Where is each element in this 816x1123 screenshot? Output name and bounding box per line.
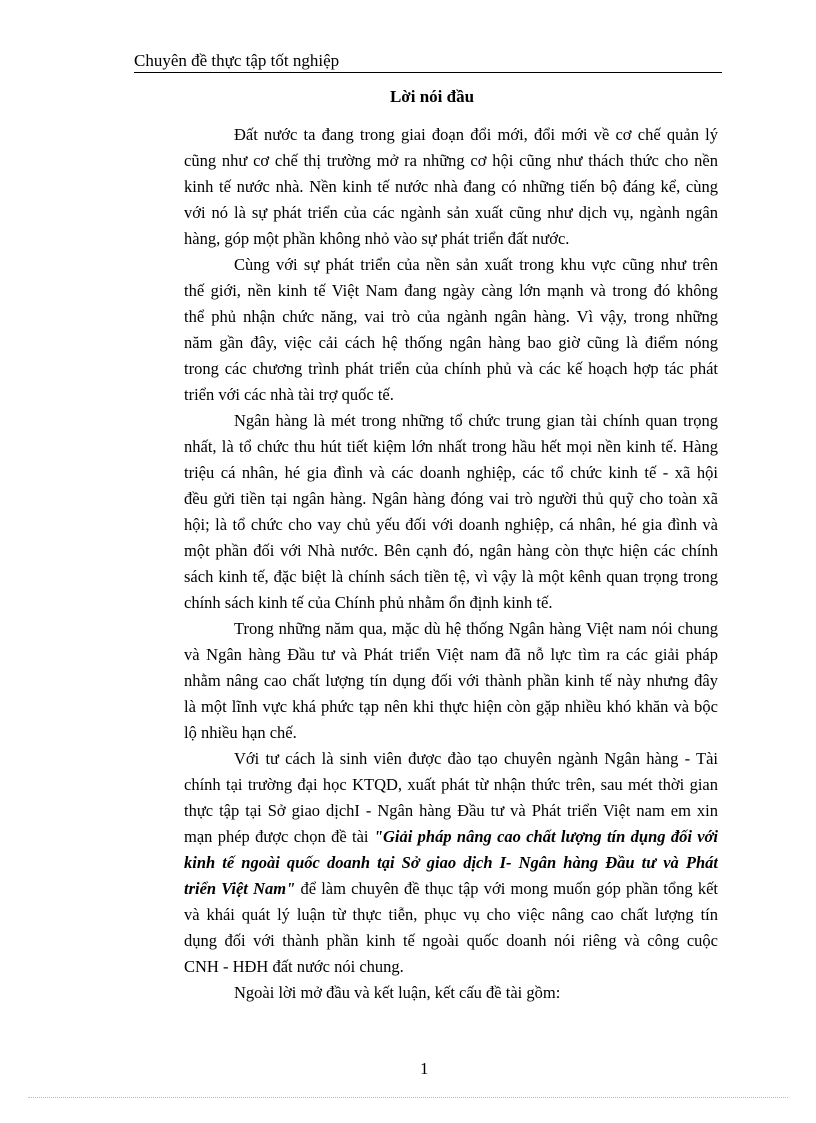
page-title: Lời nói đầu	[389, 87, 475, 106]
text-line: Với tư cách là sinh viên được đào tạo chuyên ngành Ngân hàng - Tài	[234, 749, 718, 768]
document-body	[134, 122, 718, 1006]
text-line: thế giới, nền kinh tế Việt Nam đang ngày càng lớn mạnh và trong đó không	[184, 281, 718, 300]
text-line: Ngân hàng là mét trong những tổ chức trung gian tài chính quan trọng	[234, 411, 718, 430]
paragraph-2	[134, 252, 718, 408]
text-line: thể phủ nhận chức năng, vai trò của ngành ngân hàng. Vì vậy, trong những	[184, 307, 718, 326]
text-line: CNH - HĐH đất nước nói chung.	[184, 957, 404, 976]
text-line: chính tại trường đại học KTQD, xuất phát từ nhận thức trên, sau mét thời gian	[184, 775, 718, 794]
text-line: triệu cá nhân, hé gia đình và các doanh nghiệp, các tổ chức kinh tế - xã hội	[184, 463, 718, 482]
thesis-topic-title: "Giải pháp nâng cao chất lượng tín dụng đối với	[373, 827, 718, 846]
text-line: Ngoài lời mở đầu và kết luận, kết cấu đề tài gồm:	[234, 983, 561, 1002]
paragraph-4	[134, 616, 718, 746]
text-line: năm gần đây, việc cải cách hệ thống ngân hàng bao giờ cũng là điểm nóng	[184, 333, 718, 352]
page-bottom-divider	[28, 1097, 788, 1098]
text-line: kinh tế nước nhà. Nền kinh tế nước nhà đang có những tiến bộ đáng kể, cùng	[184, 177, 718, 196]
text-line: hàng, góp một phần không nhỏ vào sự phát triển đất nước.	[184, 229, 570, 248]
text-line: lộ nhiều hạn chế.	[184, 723, 297, 742]
text-run: mạn phép được chọn đề tài	[184, 827, 374, 846]
text-line: Trong những năm qua, mặc dù hệ thống Ngân hàng Việt nam nói chung	[234, 619, 718, 638]
text-line: là một lĩnh vực khá phức tạp nên khi thực hiện còn gặp nhiều khó khăn và bộc	[184, 697, 718, 716]
text-line: và Ngân hàng Đầu tư và Phát triển Việt nam đã nỗ lực tìm ra các giải pháp	[184, 645, 718, 664]
text-line	[134, 824, 718, 850]
paragraph-3	[134, 408, 718, 616]
text-line: triển với các nhà tài trợ quốc tế.	[184, 385, 394, 404]
paragraph-6	[134, 980, 718, 1006]
text-line: hội; là tổ chức cho vay chủ yếu đối với doanh nghiệp, cá nhân, hé gia đình và	[184, 515, 718, 534]
text-line: sách kinh tế, đặc biệt là chính sách tiền tệ, vì vậy là một kênh quan trọng trong	[184, 567, 718, 586]
text-line: với nó là sự phát triển của các ngành sản xuất cũng như dịch vụ, ngành ngân	[184, 203, 718, 222]
text-line: Đất nước ta đang trong giai đoạn đổi mới, đổi mới về cơ chế quản lý	[234, 125, 718, 144]
text-line: một phần đối với Nhà nước. Bên cạnh đó, ngân hàng còn thực hiện các chính	[184, 541, 718, 560]
text-line: và khái quát lý luận từ thực tiễn, phục vụ cho việc nâng cao chất lượng tín	[184, 905, 718, 924]
text-line: chính sách kinh tế của Chính phủ nhằm ổn định kinh tế.	[184, 593, 553, 612]
page-header	[134, 50, 722, 73]
text-run: để làm chuyên đề thục tập với mong muốn góp phần tổng kết	[295, 879, 718, 898]
text-line: nhất, là tổ chức thu hút tiết kiệm lớn nhất trong hầu hết mọi nền kinh tế. Hàng	[184, 437, 718, 456]
text-line	[134, 876, 718, 902]
paragraph-1	[134, 122, 718, 252]
text-line: Cùng với sự phát triển của nền sản xuất trong khu vực cũng như trên	[234, 255, 718, 274]
text-line: trong các chương trình phát triển của chính phủ và các kế hoạch hợp tác phát	[184, 359, 718, 378]
paragraph-5	[134, 746, 718, 980]
header-title: Chuyên đề thực tập tốt nghiệp	[134, 51, 340, 70]
thesis-topic-title: kinh tế ngoài quốc doanh tại Sở giao dịch I- Ngân hàng Đầu tư và Phát	[184, 853, 718, 872]
text-line: đều gửi tiền tại ngân hàng. Ngân hàng đóng vai trò người thủ quỹ cho toàn xã	[184, 489, 718, 508]
page-number: 1	[420, 1059, 429, 1078]
text-line: thực tập tại Sở giao dịchI - Ngân hàng Đầu tư và Phát triển Việt nam em xin	[184, 801, 718, 820]
text-line: dụng đối với thành phần kinh tế ngoài quốc doanh nói riêng và công cuộc	[184, 931, 718, 950]
text-line: nhằm nâng cao chất lượng tín dụng đối với thành phần kinh tế này nhưng đây	[184, 671, 718, 690]
text-line: cũng như cơ chế thị trường mở ra những cơ hội cũng như thách thức cho nền	[184, 151, 718, 170]
thesis-topic-title: triển Việt Nam"	[184, 879, 296, 898]
